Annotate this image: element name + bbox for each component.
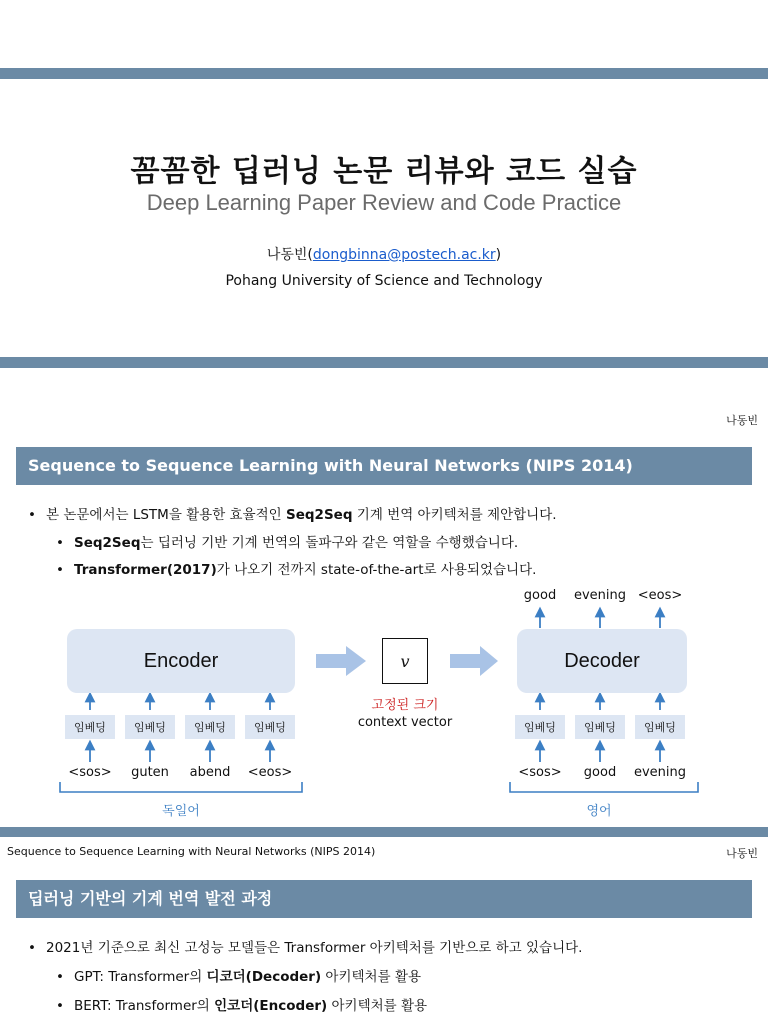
affiliation: Pohang University of Science and Technology bbox=[225, 273, 543, 289]
slide3-bullet-1: • 2021년 기준으로 최신 고성능 모델들은 Transformer 아키텍처를 기반으로 하고 있습니다. bbox=[28, 940, 583, 956]
encoder-embedding-4: 임베딩 bbox=[245, 715, 295, 739]
encoder-input-word: guten bbox=[131, 765, 169, 780]
decoder-input-word: <sos> bbox=[518, 765, 562, 780]
slide3-bullet-3: • BERT: Transformer의 인코더(Encoder) 아키텍처를 활용 bbox=[56, 998, 428, 1014]
fixed-size-label: 고정된 크기 bbox=[371, 698, 439, 713]
context-vector-label: context vector bbox=[357, 715, 453, 730]
encoder-language-label: 독일어 bbox=[162, 804, 200, 819]
slide-title: 꼼꼼한 딥러닝 논문 리뷰와 코드 실습 bbox=[130, 154, 638, 189]
author-close: ) bbox=[495, 247, 502, 263]
encoder-input-word: <eos> bbox=[247, 765, 293, 780]
author-email-link[interactable]: dongbinna@postech.ac.kr bbox=[312, 247, 496, 263]
decoder-output-word: good bbox=[523, 588, 557, 603]
encoder-embedding-3: 임베딩 bbox=[185, 715, 235, 739]
bullet-2: • Seq2Seq는 딥러닝 기반 기계 번역의 돌파구와 같은 역할을 수행했습니다. bbox=[56, 535, 519, 551]
encoder-input-word: <sos> bbox=[68, 765, 112, 780]
slide-subtitle: Deep Learning Paper Review and Code Practice bbox=[146, 190, 622, 215]
encoder-embedding-1: 임베딩 bbox=[65, 715, 115, 739]
slide3-header: 딥러닝 기반의 기계 번역 발전 과정 bbox=[16, 880, 752, 918]
decoder-embedding-1: 임베딩 bbox=[515, 715, 565, 739]
decoder-box: Decoder bbox=[517, 629, 687, 693]
divider-bar bbox=[0, 827, 768, 837]
decoder-input-word: good bbox=[583, 765, 617, 780]
decoder-embedding-3: 임베딩 bbox=[635, 715, 685, 739]
decoder-embedding-2: 임베딩 bbox=[575, 715, 625, 739]
slide3-bullet-2: • GPT: Transformer의 디코더(Decoder) 아키텍처를 활용 bbox=[56, 969, 422, 985]
slide2-header: Sequence to Sequence Learning with Neural Networks (NIPS 2014) bbox=[16, 447, 752, 485]
decoder-output-word: <eos> bbox=[637, 588, 683, 603]
encoder-embedding-2: 임베딩 bbox=[125, 715, 175, 739]
bullet-1: • 본 논문에서는 LSTM을 활용한 효율적인 Seq2Seq 기계 번역 아키텍처를 제안합니다. bbox=[28, 507, 557, 523]
decoder-output-word: evening bbox=[573, 588, 627, 603]
author-name: 나동빈( bbox=[266, 247, 313, 263]
encoder-input-word: abend bbox=[189, 765, 231, 780]
decoder-language-label: 영어 bbox=[586, 804, 612, 819]
encoder-box: Encoder bbox=[67, 629, 295, 693]
bullet-3: • Transformer(2017)가 나오기 전까지 state-of-the-art로 사용되었습니다. bbox=[56, 562, 537, 578]
decoder-input-word: evening bbox=[633, 765, 687, 780]
top-author: 나동빈 bbox=[726, 414, 758, 427]
footer-paper-title: Sequence to Sequence Learning with Neural Networks (NIPS 2014) bbox=[7, 845, 376, 858]
context-vector-box: v bbox=[382, 638, 428, 684]
footer-author: 나동빈 bbox=[726, 847, 758, 860]
